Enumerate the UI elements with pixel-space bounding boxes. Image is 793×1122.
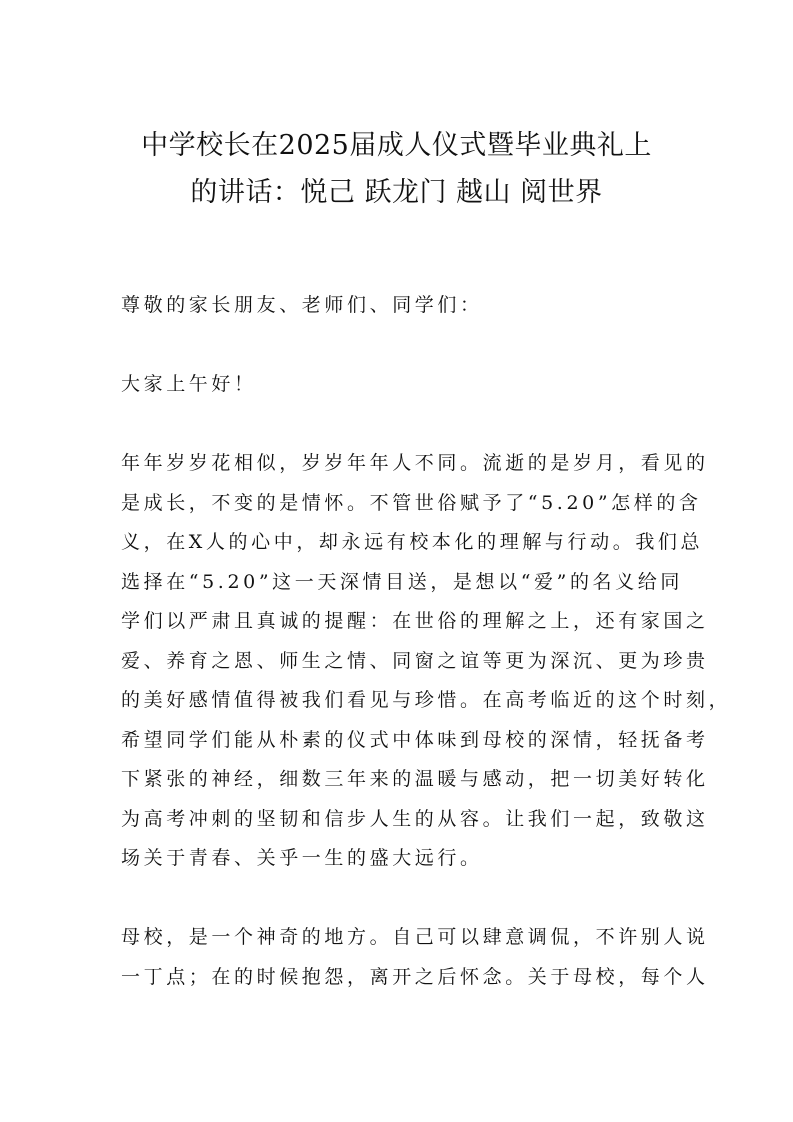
title-line-2: 的讲话：悦己 跃龙门 越山 阅世界 [190, 177, 603, 208]
paragraph-2 [121, 918, 709, 997]
paragraph-1 [121, 444, 732, 879]
paragraph-line: 场关于青春、关乎一生的盛大远行。 [121, 847, 483, 869]
paragraph-line: 下紧张的神经，细数三年来的温暖与感动，把一切美好转化 [121, 768, 709, 790]
paragraph-line: 的美好感情值得被我们看见与珍惜。在高考临近的这个时刻， [121, 689, 732, 711]
greeting [121, 365, 677, 405]
paragraph-line: 爱、养育之恩、师生之情、同窗之谊等更为深沉、更为珍贵 [121, 649, 709, 672]
title-line-1: 中学校长在2025届成人仪式暨毕业典礼上 [141, 130, 652, 161]
paragraph-line: 母校，是一个神奇的地方。自己可以肆意调侃，不许别人说 [121, 926, 709, 948]
paragraph-line: 为高考冲刺的坚韧和信步人生的从容。让我们一起，致敬这 [121, 807, 709, 830]
paragraph-line: 是成长，不变的是情怀。不管世俗赋予了“5.20”怎样的含 [121, 491, 702, 514]
document-body [121, 286, 732, 997]
paragraph-line: 学们以严肃且真诚的提醒：在世俗的理解之上，还有家国之 [121, 610, 709, 632]
paragraph-line: 希望同学们能从朴素的仪式中体味到母校的深情，轻抚备考 [121, 728, 709, 751]
salutation-text: 尊敬的家长朋友、老师们、同学们： [121, 294, 483, 316]
paragraph-line: 一丁点；在的时候抱怨，离开之后怀念。关于母校，每个人 [121, 965, 709, 988]
paragraph-line: 选择在“5.20”这一天深情目送，是想以“爱”的名义给同 [121, 570, 683, 593]
salutation [121, 286, 677, 326]
paragraph-line: 义，在X人的心中，却永远有校本化的理解与行动。我们总 [121, 531, 704, 553]
greeting-text: 大家上午好！ [121, 373, 257, 395]
paragraph-line: 年年岁岁花相似，岁岁年年人不同。流逝的是岁月，看见的 [121, 452, 709, 474]
document-title [100, 122, 693, 216]
